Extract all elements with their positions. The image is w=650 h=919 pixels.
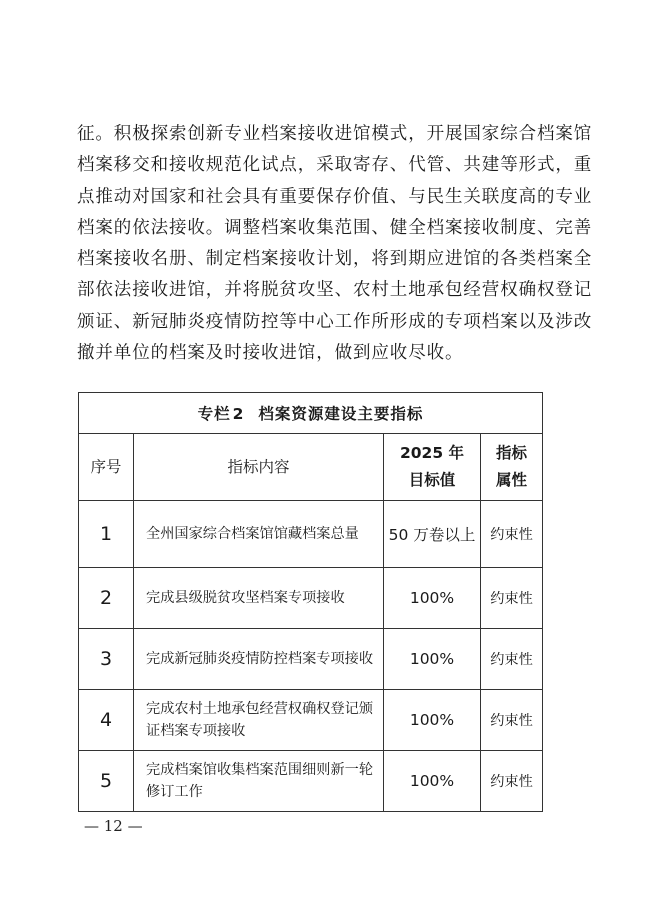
table-row	[79, 751, 543, 812]
row-content: 完成县级脱贫攻坚档案专项接收	[134, 568, 384, 629]
table-row	[79, 629, 543, 690]
table-row	[79, 568, 543, 629]
row-content: 全州国家综合档案馆馆藏档案总量	[134, 501, 384, 568]
paragraph-line: 征。积极探索创新专业档案接收进馆模式，开展国家综合档案馆	[77, 124, 593, 144]
header-attr	[481, 434, 543, 501]
row-target: 50 万卷以上	[384, 501, 481, 568]
header-attr-line2: 属性	[496, 471, 528, 489]
metrics-table	[78, 392, 543, 812]
header-target-line1: 2025 年	[399, 444, 465, 462]
row-attr: 约束性	[481, 751, 543, 812]
row-content: 完成农村土地承包经营权确权登记颁证档案专项接收	[134, 690, 384, 751]
header-target	[384, 434, 481, 501]
row-attr: 约束性	[481, 568, 543, 629]
row-index: 3	[79, 629, 134, 690]
row-index: 5	[79, 751, 134, 812]
row-content: 完成新冠肺炎疫情防控档案专项接收	[134, 629, 384, 690]
paragraph-line: 点推动对国家和社会具有重要保存价值、与民生关联度高的专业	[77, 186, 593, 207]
row-target: 100%	[384, 690, 481, 751]
row-index: 2	[79, 568, 134, 629]
row-target: 100%	[384, 629, 481, 690]
row-target: 100%	[384, 568, 481, 629]
paragraph-line: 部依法接收进馆，并将脱贫攻坚、农村土地承包经营权确权登记	[77, 280, 593, 301]
row-attr: 约束性	[481, 629, 543, 690]
table-title-prefix: 专栏	[197, 405, 231, 423]
table-row	[79, 690, 543, 751]
row-target: 100%	[384, 751, 481, 812]
paragraph-line: 档案移交和接收规范化试点，采取寄存、代管、共建等形式，重	[77, 155, 593, 176]
page-number: — 12 —	[84, 817, 143, 835]
header-content: 指标内容	[134, 434, 384, 501]
table-title-number: 2	[232, 405, 245, 423]
table-row	[79, 501, 543, 568]
paragraph-line: 档案的依法接收。调整档案收集范围、健全档案接收制度、完善	[77, 217, 593, 238]
row-content: 完成档案馆收集档案范围细则新一轮修订工作	[134, 751, 384, 812]
table-title-text: 档案资源建设主要指标	[258, 405, 424, 423]
body-paragraph	[77, 119, 593, 369]
row-index: 4	[79, 690, 134, 751]
row-attr: 约束性	[481, 501, 543, 568]
header-attr-line1: 指标	[496, 444, 528, 462]
header-target-line2: 目标值	[408, 471, 456, 489]
row-attr: 约束性	[481, 690, 543, 751]
header-index: 序号	[79, 434, 134, 501]
paragraph-line: 撤并单位的档案及时接收进馆，做到应收尽收。	[77, 343, 464, 364]
table-title	[79, 393, 543, 434]
paragraph-line: 档案接收名册、制定档案接收计划，将到期应进馆的各类档案全	[77, 249, 593, 270]
paragraph-line: 颁证、新冠肺炎疫情防控等中心工作所形成的专项档案以及涉改	[77, 311, 593, 332]
row-index: 1	[79, 501, 134, 568]
